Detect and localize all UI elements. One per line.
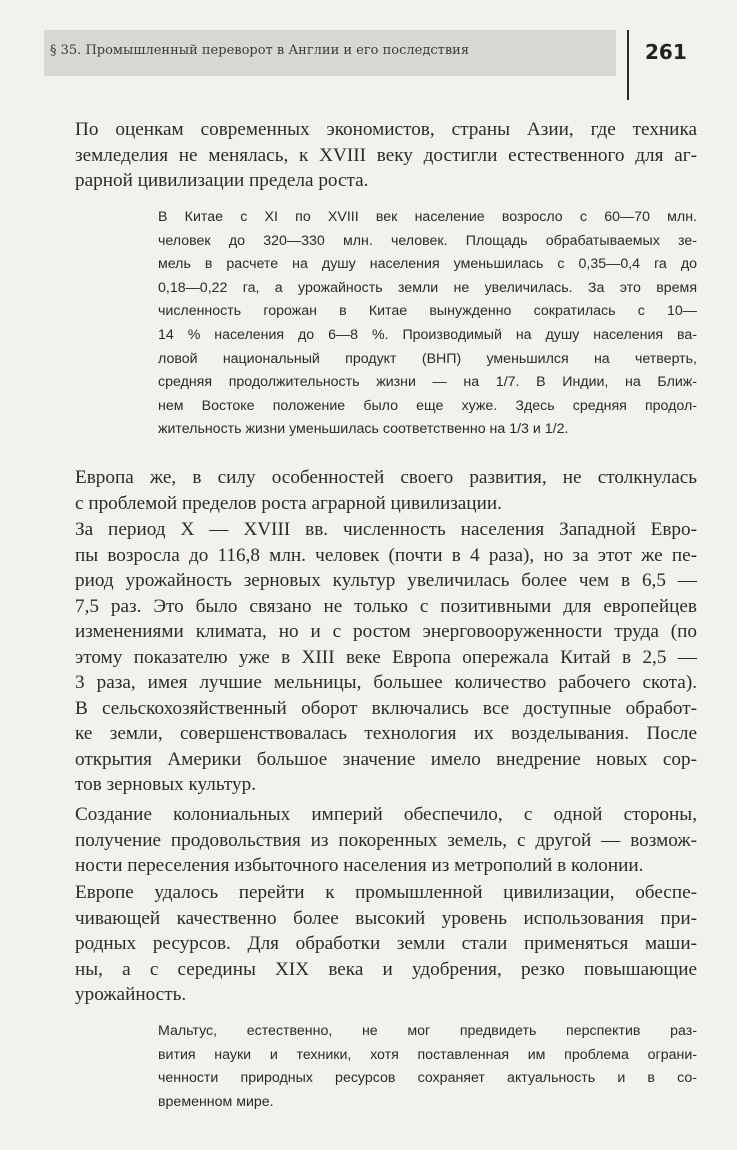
text-line: нем Востоке положение было еще хуже. Здесь средняя продол- — [158, 397, 697, 414]
paragraph-europe-population — [75, 517, 697, 798]
text-line: 3 раза, имея лучшие мельницы, большее количество рабочего скота). — [75, 672, 697, 693]
text-line: Мальтус, естественно, не мог предвидеть перспектив раз- — [158, 1023, 697, 1039]
text-line: риод урожайность зерновых культур увеличилась более чем в 6,5 — — [75, 570, 697, 591]
text-line: 0,18—0,22 га, а урожайность земли не увеличилась. За это время — [158, 279, 697, 296]
running-header-title: § 35. Промышленный переворот в Англии и его последствия — [50, 43, 470, 58]
text-line: 7,5 раз. Это было связано не только с позитивными для европейцев — [75, 595, 697, 617]
text-line: В сельскохозяйственный оборот включались все доступные обработ- — [75, 697, 697, 719]
text-line: ловой национальный продукт (ВНП) уменьшился на четверть, — [158, 350, 697, 367]
text-line: средняя продолжительность жизни — на 1/7. В Индии, на Ближ- — [158, 374, 697, 391]
paragraph-china-note — [158, 206, 697, 442]
paragraph-europe-limits — [75, 465, 697, 516]
text-line: ке земли, совершенствовалась технология их возделывания. После — [75, 723, 697, 744]
text-line: Создание колониальных империй обеспечило, с одной стороны, — [75, 804, 697, 825]
text-line: этому показателю уже в XIII веке Европа опережала Китай в 2,5 — — [75, 646, 697, 668]
header-divider — [627, 30, 629, 100]
text-line: Европе удалось перейти к промышленной цивилизации, обеспе- — [75, 882, 697, 903]
text-line: земледелия не менялась, к XVIII веку достигли естественного для аг- — [75, 144, 697, 166]
text-line: 14 % населения до 6—8 %. Производимый на душу населения ва- — [158, 326, 697, 343]
text-line: ны, а с середины XIX века и удобрения, резко повышающие — [75, 958, 697, 980]
page-number: 261 — [645, 40, 687, 64]
text-line: пы возросла до 116,8 млн. человек (почти в 4 раза), но за этот же пе- — [75, 544, 697, 566]
paragraph-colonial-empires — [75, 802, 697, 879]
text-line: мель в расчете на душу населения уменьшилась с 0,35—0,4 га до — [158, 256, 697, 273]
text-line: Европа же, в силу особенностей своего развития, не столкнулась — [75, 467, 697, 488]
text-line: с проблемой пределов роста аграрной цивилизации. — [75, 492, 502, 514]
text-line: чивающей качественно более высокий уровень использования при- — [75, 907, 697, 929]
text-line: ности переселения избыточного населения из метрополий в колонии. — [75, 855, 644, 876]
text-line: жительность жизни уменьшилась соответственно на 1/3 и 1/2. — [158, 421, 569, 438]
text-line: численность горожан в Китае вынужденно сократилась с 10— — [158, 303, 697, 320]
text-line: открытия Америки большое значение имело внедрение новых сор- — [75, 748, 697, 770]
text-line: человек до 320—330 млн. человек. Площадь обрабатываемых зе- — [158, 232, 697, 249]
text-line: временном мире. — [158, 1093, 274, 1110]
text-line: родных ресурсов. Для обработки земли стали применяться маши- — [75, 933, 697, 954]
text-line: рарной цивилизации предела роста. — [75, 170, 369, 191]
paragraph-asia-intro — [75, 117, 697, 194]
paragraph-malthus-note — [158, 1020, 697, 1114]
text-line: урожайность. — [75, 984, 187, 1005]
text-line: получение продовольствия из покоренных земель, с другой — возмож- — [75, 829, 697, 851]
text-line: ченности природных ресурсов сохраняет актуальность и в со- — [158, 1070, 697, 1087]
text-line: В Китае с XI по XVIII век население возросло с 60—70 млн. — [158, 209, 697, 225]
text-line: изменениями климата, но и с ростом энерговооруженности труда (по — [75, 621, 697, 642]
text-line: тов зерновых культур. — [75, 774, 256, 795]
text-line: вития науки и техники, хотя поставленная им проблема ограни- — [158, 1046, 697, 1063]
paragraph-industrial-civilization — [75, 880, 697, 1008]
text-line: По оценкам современных экономистов, страны Азии, где техника — [75, 119, 697, 140]
text-line: За период X — XVIII вв. численность населения Западной Евро- — [75, 519, 697, 540]
